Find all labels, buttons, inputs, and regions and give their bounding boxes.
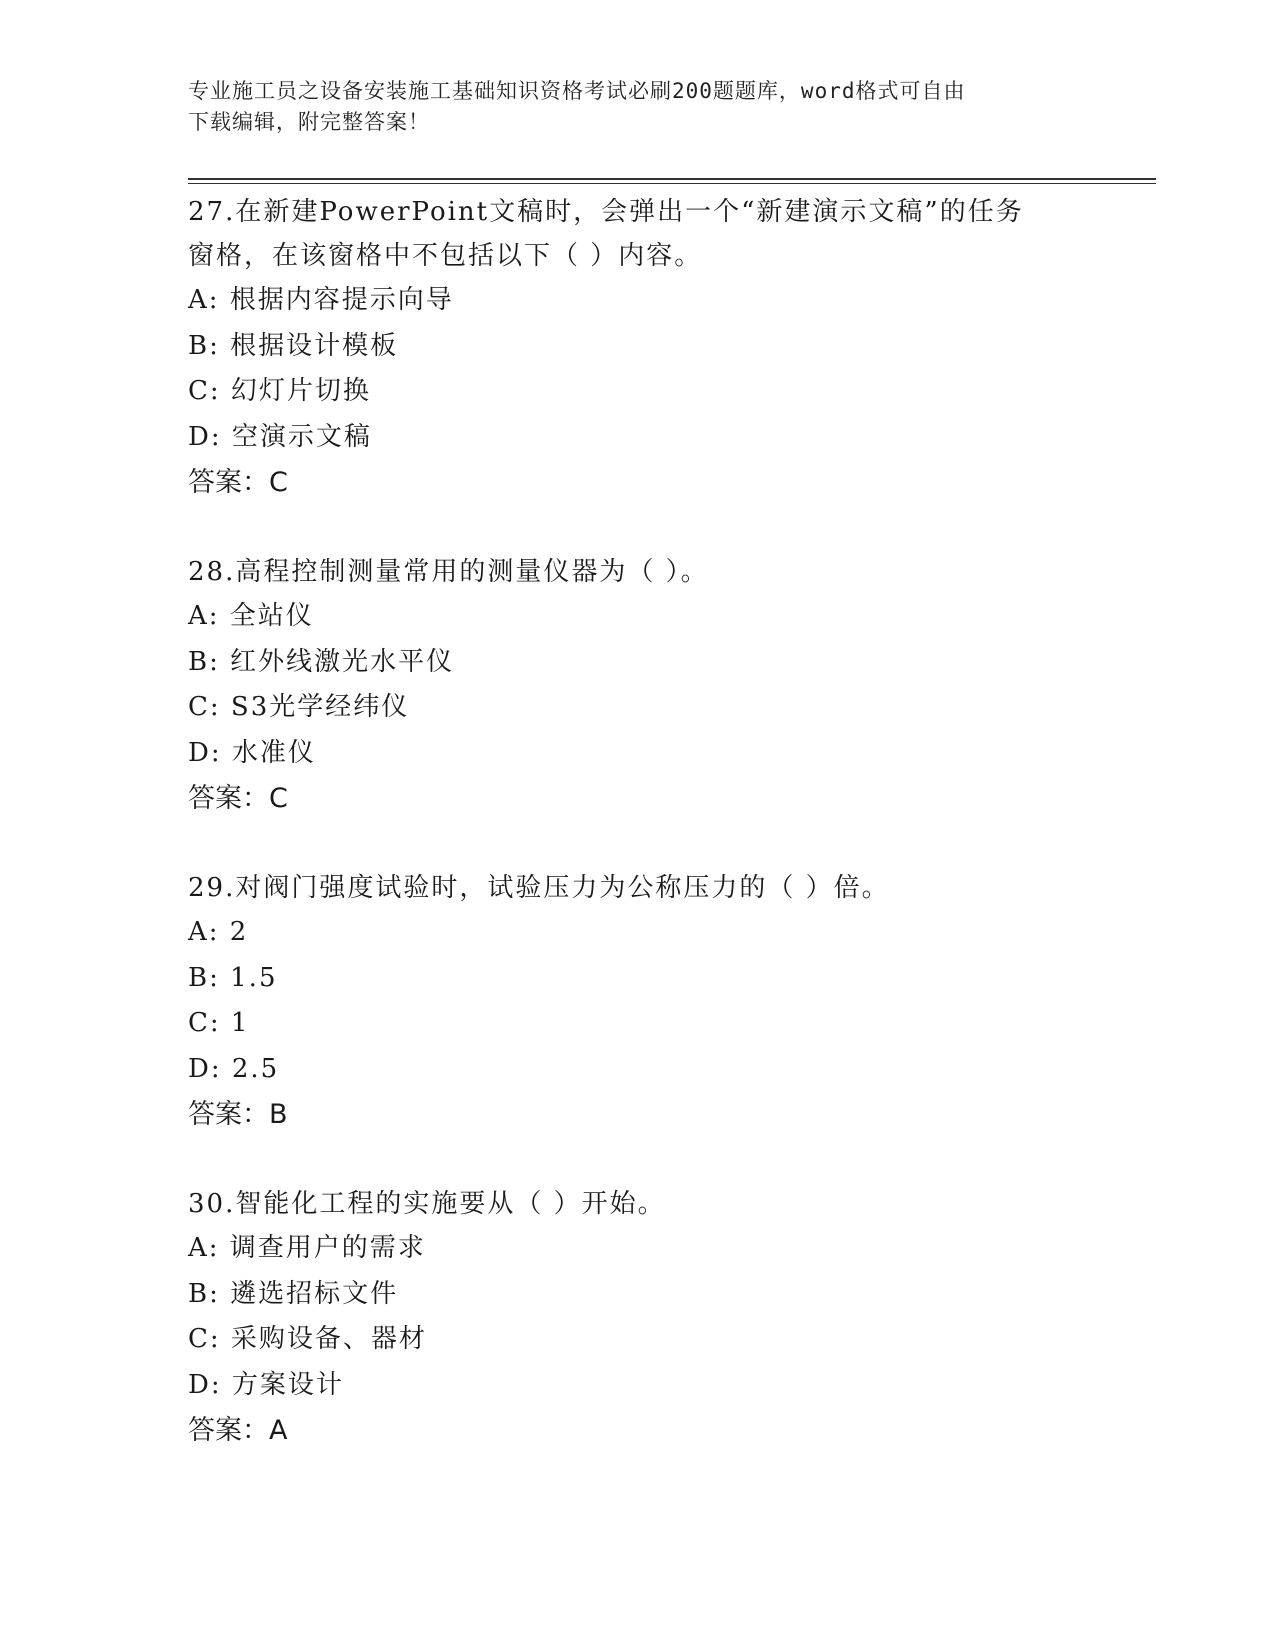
question-28	[188, 550, 1088, 821]
question-spacer	[188, 1137, 1088, 1182]
option-a: A: 调查用户的需求	[188, 1233, 426, 1263]
option-c: C: 幻灯片切换	[188, 376, 371, 406]
answer-line: 答案：A	[188, 1415, 288, 1446]
header-line-1: 专业施工员之设备安装施工基础知识资格考试必刷200题题库，word格式可自由	[188, 79, 966, 103]
question-stem: 27.在新建PowerPoint文稿时，会弹出一个“新建演示文稿”的任务	[188, 197, 1024, 227]
question-list	[188, 190, 1088, 1453]
option-b: B: 红外线激光水平仪	[188, 646, 455, 677]
question-spacer	[188, 505, 1088, 550]
option-a: A: 2	[188, 917, 249, 947]
option-b: B: 根据设计模板	[188, 330, 399, 361]
option-d: D: 空演示文稿	[188, 421, 372, 452]
option-c: C: S3光学经纬仪	[188, 692, 410, 722]
header-divider-thick	[188, 178, 1156, 180]
question-spacer	[188, 821, 1088, 866]
question-30	[188, 1182, 1088, 1453]
option-a: A: 全站仪	[188, 601, 314, 631]
option-d: D: 方案设计	[188, 1369, 344, 1400]
answer-line: 答案：B	[188, 1099, 288, 1130]
question-stem: 30.智能化工程的实施要从（ ）开始。	[188, 1189, 666, 1219]
option-b: B: 遴选招标文件	[188, 1278, 399, 1309]
answer-line: 答案：C	[188, 783, 288, 814]
question-stem: 28.高程控制测量常用的测量仪器为（ ）。	[188, 557, 709, 587]
question-29	[188, 866, 1088, 1137]
option-c: C: 1	[188, 1008, 250, 1038]
option-d: D: 2.5	[188, 1053, 280, 1084]
header-line-2: 下载编辑，附完整答案！	[188, 110, 430, 134]
option-c: C: 采购设备、器材	[188, 1324, 427, 1354]
option-a: A: 根据内容提示向导	[188, 285, 454, 315]
header-divider-thin	[188, 183, 1156, 184]
question-27	[188, 190, 1088, 505]
document-header	[188, 76, 1088, 138]
question-stem-continued: 窗格，在该窗格中不包括以下（ ）内容。	[188, 241, 703, 271]
question-stem: 29.对阀门强度试验时，试验压力为公称压力的（ ）倍。	[188, 873, 890, 903]
option-b: B: 1.5	[188, 962, 278, 993]
answer-line: 答案：C	[188, 467, 288, 498]
option-d: D: 水准仪	[188, 737, 316, 768]
